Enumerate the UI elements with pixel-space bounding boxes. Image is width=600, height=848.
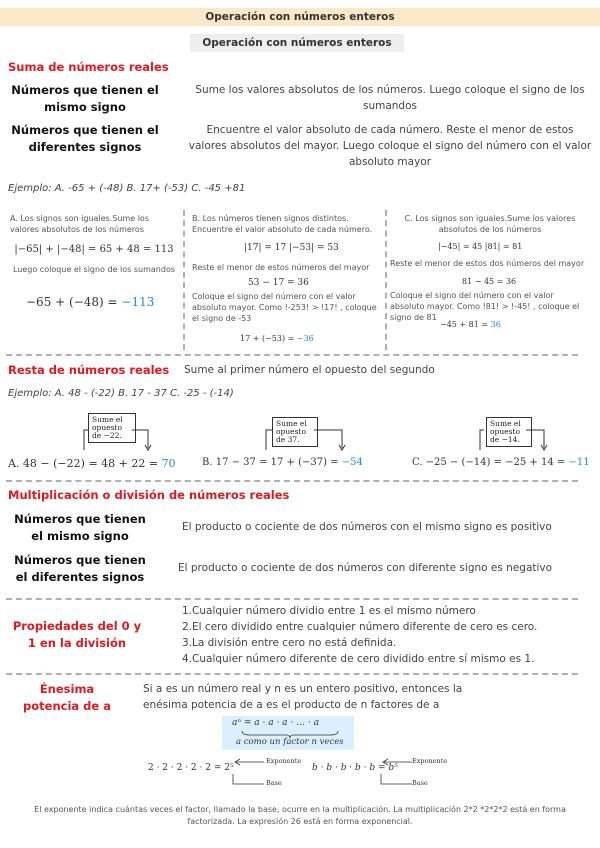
col-c-result: 36 xyxy=(490,320,501,329)
potencia-ex2-arrows xyxy=(376,758,416,790)
prop-item: 4.Cualquier número diferente de cero dividido entre sí mismo es 1. xyxy=(182,653,535,665)
col-a-calc: |−65| + |−48| = 65 + 48 = 113 xyxy=(14,244,174,255)
potencia-title: Énesima potencia de a xyxy=(23,682,111,713)
potencia-text2: enésima potencia de a es el producto de n factores de a xyxy=(143,699,440,711)
prop-list xyxy=(182,603,537,667)
resta-text: Sume al primer número el opuesto del segundo xyxy=(184,364,435,376)
col-a-result: −113 xyxy=(121,295,155,309)
suma-diferente-text: Encuentre el valor absoluto de cada número. Reste el menor de estos valores absolutos del mayor. Luego coloque el signo del número con el valor absoluto mayor xyxy=(188,124,592,168)
suma-mismo-text: Sume los valores absolutos de los números. Luego coloque el signo de los sumandos xyxy=(195,84,585,112)
col-divider xyxy=(385,210,387,350)
resta-c-result: −11 xyxy=(568,457,590,468)
mult-mismo-text: El producto o cociente de dos números con el mismo signo es positivo xyxy=(182,521,552,533)
suma-ejemplo: Ejemplo: A. -65 + (-48) B. 17+ (-53) C. -45 +81 xyxy=(8,183,246,194)
col-c-sign: Coloque el signo del número con el valor absoluto mayor. Como !81! > !-45! , coloque el signo de 81 xyxy=(390,291,580,322)
formula-bottom: a como un factor n veces xyxy=(236,737,344,747)
col-b-abs: |17| = 17 |−53| = 53 xyxy=(244,243,339,253)
col-b-diff: 53 − 17 = 36 xyxy=(248,278,309,288)
prop-item: 2.El cero dividido entre cualquier número diferente de cero es cero. xyxy=(182,621,538,633)
prop-item: 1.Cualquier número dividio entre 1 es el mismo número xyxy=(182,605,476,617)
resta-a-note: Sume el opuesto de −22. xyxy=(88,413,136,443)
resta-c-line xyxy=(412,457,590,468)
suma-title: Suma de números reales xyxy=(8,60,169,74)
resta-b-note: Sume el opuesto de 37. xyxy=(272,417,318,447)
ex2-base-label: Base xyxy=(412,779,428,787)
col-a-after: Luego coloque el signo de los sumandos xyxy=(12,265,176,274)
resta-ejemplo: Ejemplo: A. 48 - (-22) B. 17 - 37 C. -25 - (-14) xyxy=(8,388,234,399)
resta-b-result: −54 xyxy=(341,457,363,468)
ex1-exponent-label: Exponente xyxy=(266,757,302,765)
col-b-result-line xyxy=(240,334,314,343)
col-c-result-expr: −45 + 81 = xyxy=(440,320,489,329)
potencia-footer: El exponente indica cuántas veces el factor, llamado la base, ocurre en la multiplicación. La multiplicación 2*2 *2*2*2 está en forma factorizada. La expresión 26 está en forma exponencial. xyxy=(34,805,566,826)
potencia-ex1-arrows xyxy=(228,758,268,790)
potencia-ex1: 2 · 2 · 2 · 2 · 2 = 2⁵ xyxy=(148,763,234,773)
suma-diferente-label: Números que tienen el diferentes signos xyxy=(11,123,159,154)
mult-dif-text: El producto o cociente de dos números con diferente signo es negativo xyxy=(178,562,553,574)
section-divider xyxy=(6,480,578,482)
col-b-sign: Coloque el signo del número con el valor absoluto mayor. Como !-253! > !17! , coloque el signo de -53 xyxy=(192,292,377,323)
resta-b-line xyxy=(202,457,363,468)
col-a-intro: A. Los signos son iguales.Sume los valores absolutos de los números xyxy=(10,214,149,234)
section-divider xyxy=(6,673,578,675)
section-divider xyxy=(6,598,578,600)
ex2-exponent-label: Exponente xyxy=(412,757,448,765)
resta-a-line xyxy=(8,457,176,470)
col-c-abs: |−45| = 45 |81| = 81 xyxy=(438,242,523,251)
mult-mismo-label: Números que tienen el mismo signo xyxy=(14,512,146,543)
col-c-diff: 81 − 45 = 36 xyxy=(462,277,517,286)
col-b-result-expr: 17 + (−53) = xyxy=(240,334,295,343)
col-divider xyxy=(183,210,185,350)
resta-a-expr: A. 48 − (−22) = 48 + 22 = xyxy=(8,457,159,470)
ex1-base-label: Base xyxy=(266,779,282,787)
col-b-result: −36 xyxy=(296,334,314,343)
resta-a-result: 70 xyxy=(161,457,176,470)
resta-c-expr: C. −25 − (−14) = −25 + 14 = xyxy=(412,457,566,468)
section-divider xyxy=(6,354,578,356)
resta-b-expr: B. 17 − 37 = 17 + (−37) = xyxy=(202,457,339,468)
col-a-result-line xyxy=(26,295,154,309)
mult-title: Multiplicación o división de números reales xyxy=(8,488,290,502)
page-banner: Operación con números enteros xyxy=(0,8,600,26)
col-a-result-expr: −65 + (−48) = xyxy=(26,295,118,309)
col-b-intro: B. Los números tienen signos distintos. Encuentre el valor absoluto de cada número. xyxy=(192,214,373,234)
resta-b-arrow xyxy=(244,420,364,456)
col-b-step: Reste el menor de estos números del mayor xyxy=(192,263,370,272)
potencia-text1: Si a es un número real y n es un entero positivo, entonces la xyxy=(143,683,463,695)
col-c-result-line xyxy=(440,320,501,329)
col-c-step: Reste el menor de estos dos números del mayor xyxy=(390,259,585,268)
resta-a-arrow xyxy=(70,420,180,456)
resta-title: Resta de números reales xyxy=(8,363,170,377)
potencia-ex2: b · b · b · b · b = b⁵ xyxy=(312,763,398,773)
suma-mismo-label: Números que tienen el mismo signo xyxy=(11,83,159,114)
resta-c-arrow xyxy=(462,420,572,456)
page-title: Operación con números enteros xyxy=(190,34,404,52)
col-c-intro: C. Los signos son iguales.Sume los valores absolutos de los números xyxy=(404,214,576,234)
mult-dif-label: Números que tienen el diferentes signos xyxy=(14,553,146,584)
prop-title: Propiedades del 0 y 1 en la división xyxy=(12,619,142,650)
resta-c-note: Sume el opuesto de −14. xyxy=(486,417,532,447)
prop-item: 3.La división entre cero no está definida. xyxy=(182,637,397,649)
formula-top: aⁿ = a · a · a · … · a xyxy=(232,718,320,728)
